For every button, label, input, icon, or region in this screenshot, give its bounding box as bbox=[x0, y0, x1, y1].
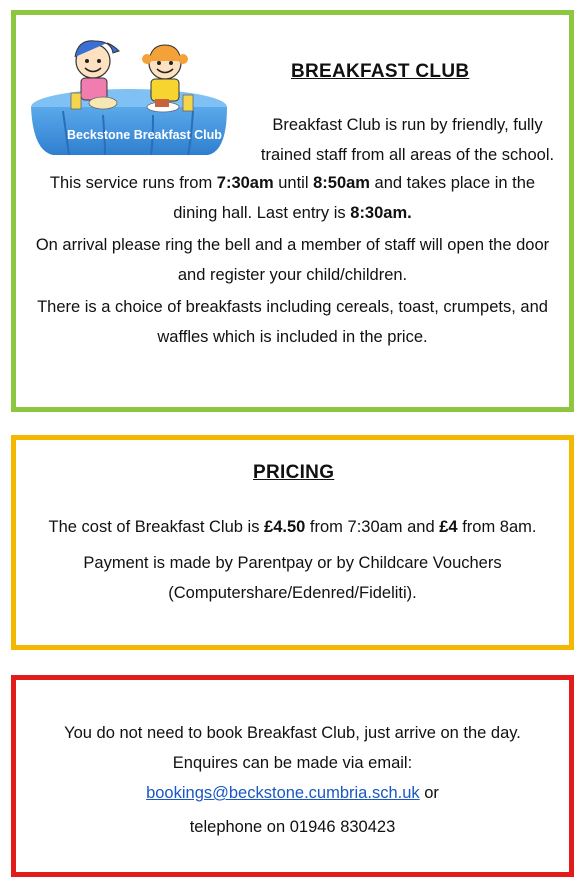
breakfast-club-panel bbox=[11, 10, 574, 412]
contact-panel bbox=[11, 675, 574, 877]
cost-middle: from 7:30am and bbox=[305, 518, 440, 536]
arrival-text: On arrival please ring the bell and a member of staff will open the door and register your child/children. bbox=[35, 236, 550, 284]
breakfast-club-title: BREAKFAST CLUB bbox=[291, 61, 470, 82]
end-time: 8:50am bbox=[313, 174, 370, 192]
intro-line-1: Breakfast Club is run by friendly, fully bbox=[272, 116, 543, 134]
payment-text bbox=[16, 548, 569, 608]
cost-prefix: The cost of Breakfast Club is bbox=[48, 518, 265, 536]
email-link[interactable]: bookings@beckstone.cumbria.sch.uk bbox=[146, 784, 420, 802]
price-early: £4.50 bbox=[264, 518, 306, 536]
service-times bbox=[16, 168, 569, 228]
intro-line-2: trained staff from all areas of the school. bbox=[260, 146, 555, 164]
pricing-title: PRICING bbox=[253, 462, 335, 483]
breakfast-club-logo-image bbox=[23, 31, 241, 157]
start-time: 7:30am bbox=[216, 174, 274, 192]
email-line bbox=[16, 778, 569, 808]
hall-prefix: dining hall. Last entry is bbox=[173, 204, 351, 222]
logo-caption: Beckstone Breakfast Club bbox=[67, 128, 222, 142]
phone-text: telephone on 01946 830423 bbox=[189, 818, 396, 836]
pricing-panel bbox=[11, 435, 574, 650]
payment-line-2: (Computershare/Edenred/Fideliti). bbox=[168, 584, 417, 602]
cost-text bbox=[16, 512, 569, 542]
enquiries-text: Enquires can be made via email: bbox=[172, 754, 413, 772]
contact-text bbox=[16, 718, 569, 808]
intro-text bbox=[246, 110, 569, 170]
breakfast-choice-text: There is a choice of breakfasts including cereals, toast, crumpets, and waffles which is included in the price. bbox=[37, 298, 548, 346]
times-suffix: and takes place in the bbox=[369, 174, 536, 192]
price-late: £4 bbox=[439, 518, 458, 536]
payment-line-1: Payment is made by Parentpay or by Childcare Vouchers bbox=[83, 554, 502, 572]
no-booking-text: You do not need to book Breakfast Club, just arrive on the day. bbox=[64, 724, 521, 742]
last-entry-time: 8:30am. bbox=[350, 204, 412, 222]
times-middle: until bbox=[273, 174, 314, 192]
email-suffix: or bbox=[419, 784, 439, 802]
times-prefix: This service runs from bbox=[49, 174, 217, 192]
cost-suffix: from 8am. bbox=[457, 518, 537, 536]
